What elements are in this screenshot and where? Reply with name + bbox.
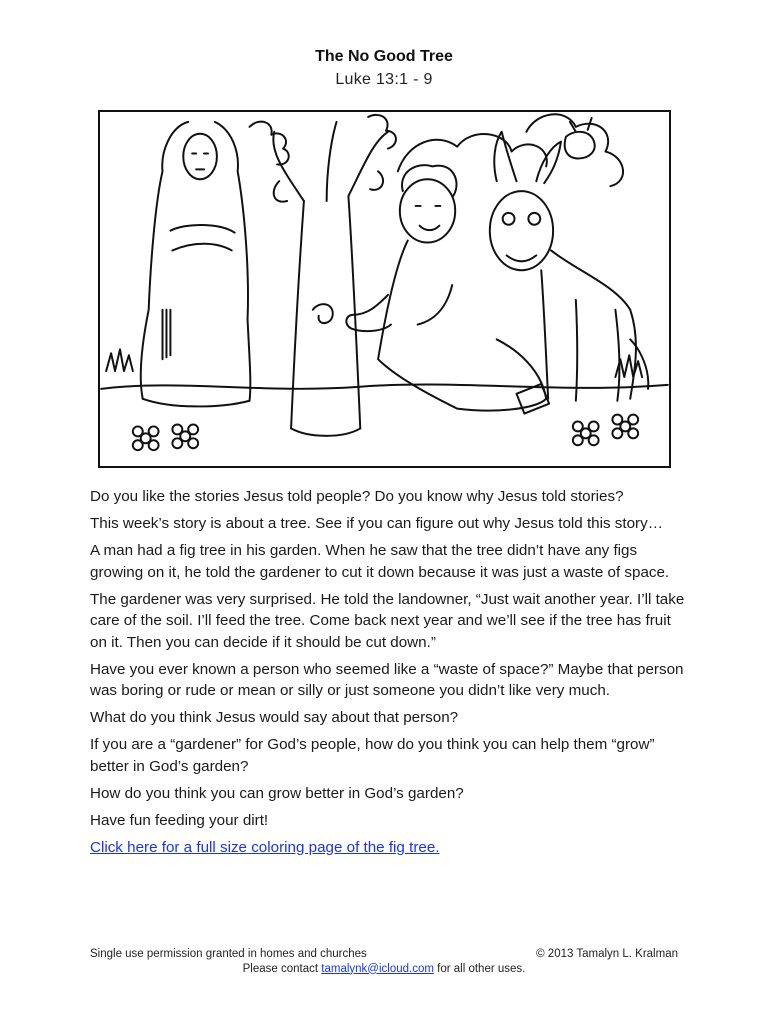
gardener-figure — [346, 165, 549, 413]
coloring-illustration — [98, 110, 671, 468]
page-title: The No Good Tree — [315, 48, 453, 65]
paragraph: What do you think Jesus would say about that person? — [90, 709, 459, 726]
donkey-figure — [490, 132, 648, 401]
contact-suffix: for all other uses. — [433, 962, 526, 975]
paragraph: This week’s story is about a tree. See if you can figure out why Jesus told this story… — [90, 515, 663, 532]
paragraph: Do you like the stories Jesus told people? Do you know why Jesus told stories? — [90, 488, 624, 505]
leaf-cluster — [250, 115, 396, 202]
paragraph: The gardener was very surprised. He told the landowner, “Just wait another year. I’ll take care of the soil. I’ll feed the tree. Come back next year and we’ll see if the tree has fruit on it. Then you can decide if it should be cut down.” — [90, 590, 685, 651]
story-body — [90, 486, 690, 864]
permission-notice: Single use permission granted in homes and churches — [90, 948, 367, 960]
flowers — [133, 415, 638, 451]
grass-left — [106, 349, 133, 371]
paragraph: Have you ever known a person who seemed like a “waste of space?” Maybe that person was boring or rude or mean or silly or just someone you didn’t like very much. — [90, 660, 684, 699]
paragraph: A man had a fig tree in his garden. When he saw that the tree didn’t have any figs growing on it, he told the gardener to cut it down because it was just a waste of space. — [90, 542, 670, 581]
contact-email-link[interactable]: tamalynk@icloud.com — [321, 962, 434, 975]
paragraph: How do you think you can grow better in God’s garden? — [90, 784, 464, 802]
cloud-outline — [526, 114, 623, 186]
copyright-notice: © 2013 Tamalyn L. Kralman — [536, 948, 678, 960]
coloring-page-link-row — [90, 837, 690, 859]
woman-figure — [141, 122, 251, 407]
contact-line — [90, 962, 678, 977]
ground-line — [101, 384, 668, 388]
paragraph: If you are a “gardener” for God’s people, how do you think you can help them “grow” better in God’s garden? — [90, 736, 655, 775]
contact-prefix: Please contact — [242, 962, 322, 975]
paragraph: Have fun feeding your dirt! — [90, 811, 269, 829]
bird-figure — [565, 118, 595, 159]
scripture-reference: Luke 13:1 - 9 — [335, 71, 433, 88]
page-footer — [90, 947, 678, 976]
coloring-page-link[interactable]: Click here for a full size coloring page of the fig tree. — [90, 838, 440, 856]
